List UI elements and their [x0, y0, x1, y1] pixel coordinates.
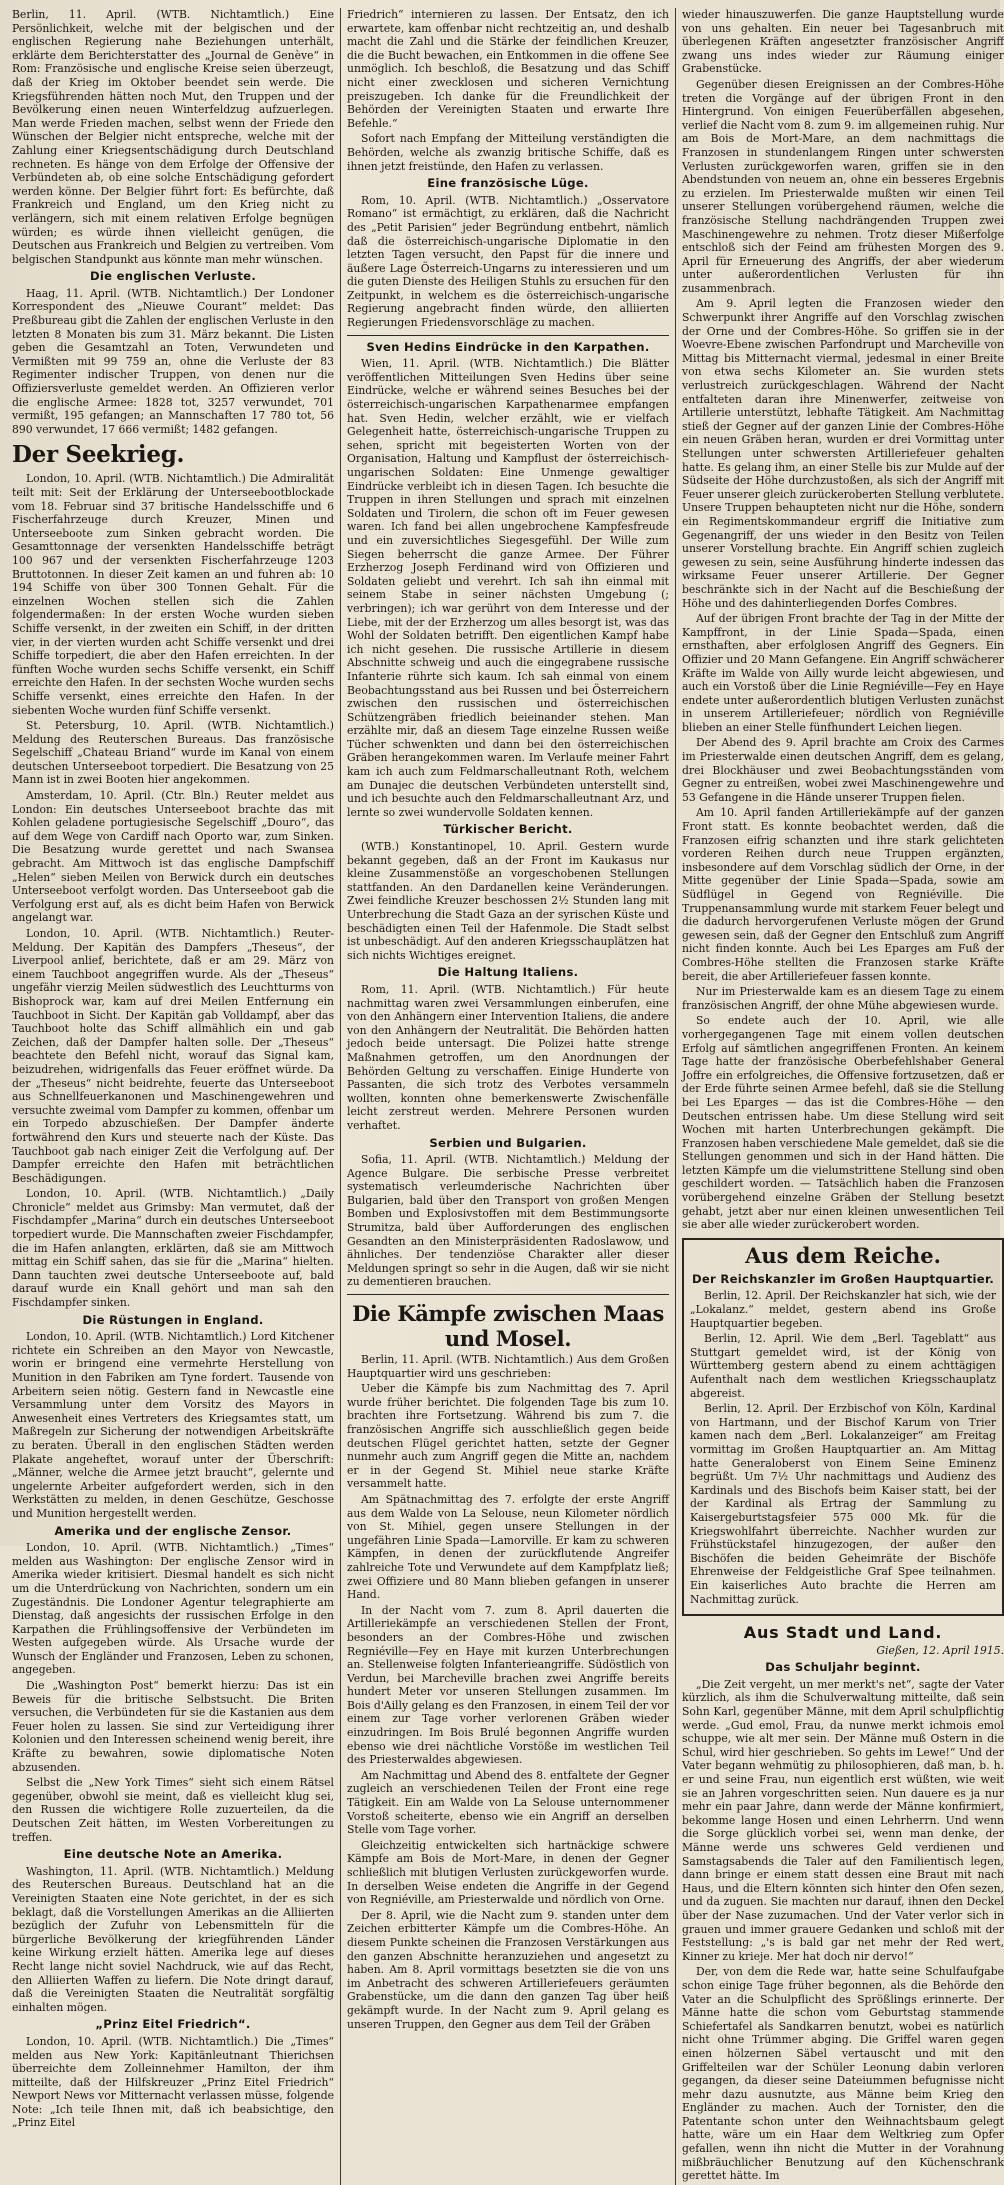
article-italy: Rom, 11. April. (WTB. Nichtamtlich.) Für heute nachmittag waren zwei Versammlungen einberufen, eine von den Anhängern einer Intervention Italiens, die andere von den Anhängern der Neutralität. Die Behörden hatten jedoch beide untersagt. Die Polizei hatte strenge Maßnahmen getroffen, um den Anordnungen der Behörden Geltung zu verschaffen. Einige Hunderte von Passanten, die sich trotz des Verbotes versammeln wollten, konnten ohne bemerkenswerte Zwischenfälle leicht zerstreut werden. Mehrere Personen wurden verhaftet. [347, 982, 669, 1132]
column-3 [682, 8, 1004, 2185]
column-2 [347, 8, 669, 2185]
article-serbia-bulgaria: Sofia, 11. April. (WTB. Nichtamtlich.) Meldung der Agence Bulgare. Die serbische Presse verbreitet systematisch verleumderische Nachrichten über Bulgarien, bald über den Transport von großen Mengen Bomben und Explosivstoffen mit dem Bestimmungsorte Strumitza, bald über Aufforderungen des englischen Gesandten an den Ministerpräsidenten Radoslawow, und ähnliches. Der tendenziöse Charakter aller dieser Meldungen springt so sehr in die Augen, daß wir sie nicht zu dementieren brauchen. [347, 1153, 669, 1289]
article-censor-2: Die „Washington Post“ bemerkt hierzu: Das ist ein Beweis für die britische Selbstsucht. Die Briten versuchen, die Verbündeten für sie die Kastanien aus dem Feuer holen zu lassen. Sie sind zur Verteidigung ihrer Kolonien und den Interessen scheinend wenig bereit, ihre Kräfte zu bewahren, sowie diplomatische Noten abzusenden. [12, 1679, 334, 1774]
heading-german-note: Eine deutsche Note an Amerika. [63, 1847, 283, 1862]
article-maas-cont-4: Auf der übrigen Front brachte der Tag in der Mitte der Kampffront, in der Linie Spada—Spada, einen ernsthaften, aber erfolglosen Angriff des Gegners. Ein Offizier und 20 Mann Gefangene. Ein Angriff schwächerer Kräfte im Walde von Ailly wurde leicht abgewiesen, und auch ein Vorstoß über die Linie Regniéville—Fey en Haye endete unter außerordentlich blutigen Verlusten zunächst in unserem Artilleriefeuer; nördlich von Regniéville blieben an einer Stelle fünfhundert Leichen liegen. [682, 612, 1004, 734]
heading-turkish-report: Türkischer Bericht. [443, 822, 573, 837]
article-maas-cont-7: Nur im Priesterwalde kam es an diesem Tage zu einem französischen Angriff, der ohne Mühe abgewiesen wurde. [682, 985, 1004, 1012]
article-kitchener: London, 10. April. (WTB. Nichtamtlich.) Lord Kitchener richtete ein Schreiben an den Mayor von Newcastle, worin er bringend eine vermehrte Herstellung von Munition in den Fabriken am Tyne fordert. Tausende von Arbeitern seien nötig. Gestern fand in Newcastle eine Versammlung unter dem Vorsitz des Mayors in Anwesenheit eines Vertreters des Kriegsamtes statt, um Maßregeln zur Sicherung der notwendigen Arbeitskräfte zu beraten. Überall in den englischen Städten werden Plakate angeheftet, worauf unter der Überschrift: „Männer, welche die Armee jetzt braucht“, gelernte und ungelernte Arbeiter aufgefordert werden, sich in den Werkstätten zu melden, in denen Geschütze, Geschosse und Munition hergestellt werden. [12, 1330, 334, 1520]
dateline-giessen: Gießen, 12. April 1915. [876, 1643, 1004, 1657]
article-maas-cont-8: So endete auch der 10. April, wie alle vorhergegangenen Tage mit einem vollen deutschen Erfolg auf sämtlichen angegriffenen Fronten. An keinem Tage hatte der französische Oberbefehlshaber General Joffre ein erfolgreiches, die Offensive fortzusetzen, daß er der Erde führte seinen Armee befehl, daß sie die Stellung bei Les Eparges — das ist die Combres-Höhe — den Deutschen entrissen habe. Um diese Stellung wird seit Wochen mit harten Unterbrechungen gekämpft. Die Franzosen haben verschiedene Male gemeldet, daß sie die Stellungen genommen und sich in der Hand hätten. Die letzten Kämpfe um die vielumstrittene Stellung sind oben geschildert worden. — Tatsächlich haben die Franzosen vorübergehend einzelne Gräben der Stellung besetzt gehabt, jetzt aber nur einen kleinen unwesentlichen Teil sie aber alle wieder zurückerobert worden. [682, 1014, 1004, 1232]
heading-sven-hedin: Sven Hedins Eindrücke in den Karpathen. [366, 339, 650, 354]
article-douro: Amsterdam, 10. April. (Ctr. Bln.) Reuter meldet aus London: Ein deutsches Unterseeboot brachte das mit Kohlen geladene portugiesische Segelschiff „Douro“, das auf dem Wege von Cardiff nach Oporto war, zum Sinken. Die Besatzung wurde gerettet und nach Swansea gebracht. Am Mittwoch ist das englische Dampfschiff „Helen“ sieben Meilen von Berwick durch ein deutsches Unterseeboot verfolgt worden. Das Unterseeboot gab die Verfolgung erst auf, als es dicht beim Hafen von Berwick angelangt war. [12, 789, 334, 925]
article-turkish-report: (WTB.) Konstantinopel, 10. April. Gestern wurde bekannt gegeben, daß an der Front im Kaukasus nur kleine Zusammenstöße an vorgeschobenen Stellungen stattfanden. An den Dardanellen keine Veränderungen. Zwei feindliche Kreuzer beschossen 2½ Stunden lang mit Unterbrechung die Stadt Gaza an der syrischen Küste und beschädigten einen Teil der Hafenmole. Die Stadt selbst ist unbeschädigt. Auf den anderen Kriegsschauplätzen hat sich nichts Wichtiges ereignet. [347, 840, 669, 962]
heading-chancellor: Der Reichskanzler im Großen Hauptquartier. [691, 1271, 995, 1286]
article-sven-hedin: Wien, 11. April. (WTB. Nichtamtlich.) Die Blätter veröffentlichen Mitteilungen Sven Hedins über seine Eindrücke, welche er während seines Besuches bei der österreichisch-ungarischen Karpathenarmee empfangen hat. Sven Hedin, welcher erzählt, wie er vielfach Gelegenheit hatte, österreichisch-ungarische Truppen zu sehen, spricht mit begeisterten Worten von der Organisation, Haltung und Kampflust der österreichisch-ungarischen Soldaten: Eine Unmenge gewaltiger Eindrücke verbleibt ich in diesen Tagen. Ich besuchte die Truppen in ihren Stellungen und sprach mit einzelnen Soldaten und Tirolern, die schon oft im Feuer gewesen waren. Ich fand bei allen ungebrochene Kampfesfreude und ein zuversichtliches Siegesgefühl. Der Wille zum Siegen beherrscht die ganze Armee. Der Führer Erzherzog Joseph Ferdinand wird von Offizieren und Soldaten geliebt und verehrt. Ich sah ihn einmal mit seinem Stabe in seiner nächsten Umgebung (; verbringen); ich war gerührt von dem Interesse und der Liebe, mit der der Erzherzog um alles besorgt ist, was das Wohl der Soldaten betrifft. Den eigentlichen Kampf habe ich nicht gesehen. Die russische Artillerie in diesem Abschnitte schweig und auch die eingegrabene russische Infanterie rührte sich kaum. Ich sah einmal von einem Beobachtungsstand aus bei Russen und bei Österreichern zwischen den russischen und österreichischen Schützengräben friedlich beieinander stehen. Man erzählte mir, daß an diesem Tage einzelne Russen weiße Tücher schwenkten und dann bei den österreichischen Gräben herangekommen waren. Im Verlaufe meiner Fahrt kam ich auch zum Feldmarschalleutnant Roth, welchem am Dunajec die deutschen Verbündeten unterstellt sind, und ich besuchte auch den Feldmarschalleutnant Arz, und lernte so zwei wundervolle Soldaten kennen. [347, 357, 669, 819]
article-chancellor: Berlin, 12. April. Der Reichskanzler hat sich, wie der „Lokalanz.“ meldet, gestern abend ins Große Hauptquartier begeben. [690, 1289, 996, 1330]
heading-english-losses: Die englischen Verluste. [89, 269, 257, 284]
article-cardinal: Berlin, 12. April. Der Erzbischof von Köln, Kardinal von Hartmann, und der Bischof Karum von Trier kamen nach dem „Berl. Lokalanzeiger“ am Freitag vormittag im Großen Hauptquartier an. Am Mittag hatte Generaloberst von Einem Seine Eminenz begrüßt. Um 7½ Uhr nachmittags und Audienz des Kardinals und des Bischofs beim Kaiser statt, bei der der Kardinal als Ertrag der Sammlung zu Kaisergeburtstagsfeier 575 000 Mk. für die Kriegswohlfahrt überreichte. Nachher wurden zur Frühstückstafel hinzugezogen, der außer den Bischöfen die beiden Geheimräte der Bischöfe Ehrenweise der Feldgeistliche Graf Spee teilnahmen. Ein kaiserliches Auto brachte die Herren am Nachmittag zurück. [690, 1402, 996, 1606]
article-peace-rumor: Berlin, 11. April. (WTB. Nichtamtlich.) Eine Persönlichkeit, welche mit der belgischen und der englischen Regierung nahe Beziehungen unterhält, erklärte dem Berichterstatter des „Journal de Genève“ in Rom: Französische und englische Kreise seien überzeugt, daß der Krieg im Oktober beendet sein werde. Die Kriegsführenden hätten noch Mut, den Truppen und der Bevölkerung einen neuen Winterfeldzug aufzuerlegen. Man werde Frieden machen, selbst wenn der Friede den Wünschen der Belgier nicht entspreche, welche mit der Zahlung einer Kriegsentschädigung durch Deutschland rechneten. Es hänge von dem Erfolge der Offensive der Verbündeten ab, ob eine solche Entschädigung gefordert werden könne. Der Belgier führt fort: Es befürchte, daß Frankreich und England, um den Krieg nicht zu verlängern, sich mit einem relativen Erfolge begnügen würden; es würde ihnen vielleicht genügen, die Deutschen aus Frankreich und Belgien zu vertreiben. Vom belgischen Standpunkt aus könnte man mehr wünschen. [12, 8, 334, 266]
article-maas-5: Gleichzeitig entwickelten sich hartnäckige schwere Kämpfe am Bois de Mort-Mare, in denen der Gegner schließlich mit blutigen Verlusten zurückgeworfen wurde. In derselben Weise endeten die Angriffe in der Gegend von Regniéville, am Priesterwalde und nördlich von Orne. [347, 1838, 669, 1907]
column-grid [12, 8, 1004, 2183]
article-school-year-2: Der, von dem die Rede war, hatte seine Schulfaufgabe schon einige Tage früher begonnen, als die Behörde den Vater an die Schulpflicht des Sprößlings erinnerte. Der Männe hatte die schon vom Geburtstag stammende Schiefertafel als Sandkarren benutzt, wobei es natürlich nicht ohne Trümmer abging. Die Griffel waren gegen einen hölzernen Säbel vertauscht und mit den Griffelteilen war der Schüler Leonung dabin verloren gegangen, da dieser seine Dateiummen befugnisse nicht mehr dazu ausnutzte, aus Männe beim Krieg den Engländer zu machen. Auch der Tornister, den die Patentante schon unter den Weihnachtsbaum gelegt hatte, wäre um ein Haar dem Weltkrieg zum Opfer gefallen, wenn ihn nicht die Mutter in der Vorahnung mißbräuchlicher Benutzung auf den Küchenschrank gerettet hätte. Im [682, 1965, 1004, 2183]
heading-stadt-und-land: Aus Stadt und Land. [743, 1623, 943, 1643]
article-maas-intro: Berlin, 11. April. (WTB. Nichtamtlich.) Aus dem Großen Hauptquartier wird uns geschrieben: [347, 1353, 669, 1380]
article-admiralty: London, 10. April. (WTB. Nichtamtlich.) Die Admiralität teilt mit: Seit der Erklärung der Unterseebootblockade vom 18. Februar sind 37 britische Handelsschiffe und 6 Fischerfahrzeuge durch Kreuzer, Minen und Unterseeboote zum Sinken gebracht worden. Die Gesamttonnage der versenkten Handelsschiffe beträgt 100 967 und der versenkten Fischerfahrzeuge 1203 Bruttotonnen. In dieser Zeit kamen an und fuhren ab: 10 194 Schiffe von über 300 Tonnen Gehalt. Für die einzelnen Wochen stellen sich die Zahlen folgendermaßen: In der ersten Woche wurden sieben Schiffe versenkt, in der zweiten ein Schiff, in der dritten vier, in der vierten wurden acht Schiffe versenkt und drei Schiffe torpediert, die aber den Hafen erreichten. In der fünften Woche wurden sechs Schiffe versenkt, ein Schiff erreichte den Hafen. In der sechsten Woche wurden sechs Schiffe versenkt, eines erreichte den Hafen. In der siebenten Woche wurden fünf Schiffe versenkt. [12, 472, 334, 717]
column-1 [12, 8, 334, 2185]
article-prinz-eitel-cont-2: Sofort nach Empfang der Mitteilung verständigten die Behörden, welche als zwanzig britische Schiffe, daß es ihnen jetzt freistünde, den Hafen zu verlassen. [347, 132, 669, 173]
heading-maas-mosel: Die Kämpfe zwischen Maas und Mosel. [352, 1301, 664, 1352]
article-maas-cont-6: Am 10. April fanden Artilleriekämpfe auf der ganzen Front statt. Es konnte beobachtet werden, daß die Franzosen eifrig schanzten und ihre stark gelichteten vorderen Reihen durch neue Truppen ergänzten, insbesondere auf dem Vorschlag südlich der Orne, in der Mitte gegenüber der Linie Spada—Spada, sowie am Südflügel in Gegend von Regniéville. Die Truppenansammlung wurde mit starkem Feuer belegt und die dadurch hervorgerufenen Verluste mögen der Grund gewesen sein, daß der Gegner den Entschluß zum Angriff nicht finden konnte. Auch bei Les Eparges am Fuß der Combres-Höhe stellten die Franzosen starke Kräfte bereit, die aber Artilleriefeuer fassen konnte. [682, 806, 1004, 983]
heading-french-lie: Eine französische Lüge. [427, 176, 589, 191]
article-maas-3: In der Nacht vom 7. zum 8. April dauerten die Artilleriekämpfe an verschiedenen Stellen der Front, besonders an der Combres-Höhe und zwischen Regniéville—Fey en Haye mit kurzen Unterbrechungen an. Stellenweise folgten Infanterieangriffe. Südöstlich von Verdun, bei Marcheville brachen zwei Angriffe bereits hundert Meter vor unseren Stellungen zusammen. Im Bois d'Ailly gelang es den Franzosen, in einem Teil der vor einem zur Tage vorher verlorenen Gräben wieder einzudringen. Im Bois Brulé begonnen Angriffe wurden ebenso wie drei nächtliche Vorstöße im westlichen Teil des Priesterwaldes abgewiesen. [347, 1603, 669, 1767]
heading-armament-england: Die Rüstungen in England. [82, 1312, 264, 1327]
article-prinz-eitel: London, 10. April. (WTB. Nichtamtlich.) Die „Times“ melden aus New York: Kapitänleutnant Thierichsen überreichte dem Zolleinnehmer Hamilton, der ihm mitteilte, daß der Hilfskreuzer „Prinz Eitel Friedrich“ Newport News vor Mitternacht verlassen müsse, folgende Note: „Ich teile Ihnen mit, daß ich beabsichtige, den „Prinz Eitel [12, 2034, 334, 2130]
heading-serbia-bulgaria: Serbien und Bulgarien. [429, 1135, 587, 1150]
article-maas-4: Am Nachmittag und Abend des 8. entfaltete der Gegner zugleich an verschiedenen Teilen der Front eine rege Tätigkeit. Ein am Walde von La Selouse unternommener Vorstoß scheiterte, ebenso wie ein Angriff an derselben Stelle vom Tage vorher. [347, 1768, 669, 1837]
article-censor-3: Selbst die „New York Times“ sieht sich einem Rätsel gegenüber, obwohl sie meint, daß es vielleicht klug sei, den Russen die wichtigere Rolle zuzuerteilen, da die Deutschen Zeit hätten, im Westen Vorbereitungen zu treffen. [12, 1776, 334, 1844]
article-maas-cont-2: Gegenüber diesen Ereignissen an der Combres-Höhe treten die Vorgänge auf der übrigen Front in den Hintergrund. Von einigen Feuerüberfällen abgesehen, verlief die Nacht vom 8. zum 9. im allgemeinen ruhig. Nur am Bois de Mort-Mare, an dem nachmittags die Franzosen in stundenlangem Ringen unter schwersten Verlusten zurückgeworfen waren, griffen sie in den Abendstunden von neuem an, ohne ein besseres Ergebnis zu erzielen. Im Priesterwalde mußten wir einen Teil unserer Stellungen vorübergehend räumen, welche die französische Stellung nachdrängenden Truppen zwei Maschinengewehre zu nehmen. Trotz dieser Mißerfolge entschloß sich der Feind am frühesten Morgen des 9. April für Erneuerung des Angriffs, der aber wiederum unter außerordentlichen Verlusten für ihn zusammenbrach. [682, 77, 1004, 295]
heading-prinz-eitel: „Prinz Eitel Friedrich“. [95, 2017, 251, 2032]
article-maas-cont-3: Am 9. April legten die Franzosen wieder den Schwerpunkt ihrer Angriffe auf den Vorschlag zwischen der Orne und der Combres-Höhe. So griffen sie in der Woevre-Ebene zwischen Parfondrupt und Marcheville von Mittag bis Mitternacht viermal, jedesmal in einer Breite von etwa sechs Kilometer an. Sie wurden stets verlustreich zurückgeschlagen. Während der Nacht entfalteten daran ihre Minenwerfer, zeitweise von Artillerie unterstützt, lebhafte Tätigkeit. Am Nachmittag stieß der Gegner auf der ganzen Linie der Combres-Höhe ein neuen Gräben heran, wurden er drei Vormittag unter Stellungen unter schwersten Artilleriefeuer gehalten hatte. Es gelang ihm, an einer Stelle bis zur Mulde auf der Südseite der Höhe durchzustoßen, als sich der Angriff mit Feuer unserer gleich zurückeroberten Stellung verblutete. Unsere Truppen behaupteten nicht nur die Höhe, sondern ein Regimentskommandeur ergriff die Initiative zum Gegenangriff, der uns wieder in den Besitz von Teilen unserer Vorstellung brachte. Ein Angriff schien zugleich gewesen zu sein, seine Ausführung hinderte indessen das wirksame Feuer unserer Artillerie. Der Gegner beschränkte sich in der Nacht auf die Beschießung der Höhe und des dahinterliegenden Dorfes Combres. [682, 297, 1004, 610]
article-chateau-briand: St. Petersburg, 10. April. (WTB. Nichtamtlich.) Meldung des Reuterschen Bureaus. Das französische Segelschiff „Chateau Briand“ wurde im Kanal von einem deutschen Unterseeboot torpediert. Die Besatzung von 25 Mann ist in zwei Booten hier angekommen. [12, 719, 334, 787]
article-maas-2: Am Spätnachmittag des 7. erfolgte der erste Angriff aus dem Walde von La Selouse, neun Kilometer nördlich von St. Mihiel, gegen unsere Stellungen in der ungefähren Linie Spada—Lamorville. Er kam zu schweren Kämpfen, in denen der zurückflutende Angreifer zahlreiche Tote und Verwundete auf dem Kampfplatz ließ; zwei Offiziere und 80 Mann blieben gefangen in unserer Hand. [347, 1492, 669, 1602]
heading-aus-dem-reiche: Aus dem Reiche. [745, 1242, 941, 1268]
article-wuerttemberg: Berlin, 12. April. Wie dem „Berl. Tageblatt“ aus Stuttgart gemeldet wird, ist der König von Württemberg gestern abend zu einem achttägigen Aufenthalt nach dem westlichen Kriegsschauplatz abgereist. [690, 1332, 996, 1400]
section-divider-2 [347, 1294, 669, 1295]
heading-america-censor: Amerika und der englische Zensor. [54, 1523, 292, 1538]
article-censor-1: London, 10. April. (WTB. Nichtamtlich.) „Times“ melden aus Washington: Der englische Zensor wird in Amerika wieder kritisiert. Diesmal handelt es sich nicht um die Unterdrückung von Nachrichten, sondern um ein Zugeständnis. Die Londoner Agentur telegraphierte am Dienstag, daß angesichts der russischen Erfolge in den Karpathen die Frühlingsoffensive der Verbündeten im Westen aufgegeben würde. Als Ursache wurde der Wunsch der Engländer und Franzosen, Leben zu schonen, angegeben. [12, 1541, 334, 1677]
heading-naval-war: Der Seekrieg. [12, 441, 185, 469]
article-theseus: London, 10. April. (WTB. Nichtamtlich.) Reuter-Meldung. Der Kapitän des Dampfers „Theseus“, der Liverpool anlief, berichtete, daß er am 29. März von einem Tauchboot angegriffen wurde. Als der „Theseus“ ungefähr vierzig Meilen südwestlich des Leuchtturms von Bishoprock war, kam auf drei Meilen Entfernung ein Tauchboot in Sicht. Der Kapitän gab Volldampf, aber das Tauchboot holte das Schiff allmählich ein und gab Zeichen, daß der Dampfer halten solle. Der „Theseus“ beachtete den Befehl nicht, worauf das Signal kam, beizudrehen, widrigenfalls das Feuer eröffnet würde. Da der „Theseus“ nicht beidrehte, feuerte das Unterseeboot aus Schnellfeuerkanonen und Maschinengewehren und versuchte zweimal vom Dampfer zu kommen, offenbar um ein Torpedo abzuschießen. Der Dampfer änderte fortwährend den Kurs und steuerte nach der Küste. Das Tauchboot gab nach einiger Zeit die Verfolgung auf. Der Dampfer erreichte den Hafen mit beträchtlichen Beschädigungen. [12, 927, 334, 1185]
article-english-losses: Haag, 11. April. (WTB. Nichtamtlich.) Der Londoner Korrespondent des „Nieuwe Courant“ meldet: Das Preßbureau gibt die Zahlen der englischen Verluste in den letzten 8 Monaten bis zum 31. März bekannt. Die Listen geben die Gesamtzahl an Toten, Verwundeten und Vermißten mit 99 759 an, ohne die Verluste der 83 Regimenter indischer Truppen, von denen nur die Offiziersverluste gemeldet werden. An Offizieren verlor die englische Armee: 1828 tot, 3257 verwundet, 701 vermißt, 195 gefangen; an Mannschaften 17 780 tot, 56 890 verwundet, 17 666 vermißt; 1482 gefangen. [12, 286, 334, 436]
article-maas-cont-5: Der Abend des 9. April brachte am Croix des Carmes im Priesterwalde einen deutschen Angriff, dem es gelang, drei Blockhäuser und zwei Beobachtungsständen vom Gegner zu entreißen, wobei zwei Maschinengewehre und 53 Gefangene in die Hände unserer Truppen fielen. [682, 736, 1004, 804]
column-rule-2 [675, 8, 676, 2185]
heading-italy: Die Haltung Italiens. [437, 965, 579, 980]
article-prinz-eitel-cont: Friedrich“ internieren zu lassen. Der Entsatz, den ich erwartete, kam offenbar nicht rechtzeitig an, und deshalb macht die Zahl und die Stärke der feindlichen Kreuzer, die die Bucht bewachen, ein Entkommen in die offene See unmöglich. Ich beschloß, die Besatzung und das Schiff nicht einer zwecklosen und sicheren Vernichtung preiszugeben. Ich danke für die Freundlichkeit der Behörden der Vereinigten Staaten und erwarte Ihre Befehle.“ [347, 8, 669, 130]
article-maas-1: Ueber die Kämpfe bis zum Nachmittag des 7. April wurde früher berichtet. Die folgenden Tage bis zum 10. brachten ihre Fortsetzung. Während bis zum 7. die französischen Angriffe sich ausschließlich gegen beide deutschen Flügel gerichtet hatten, setzte der Gegner nunmehr auch zum Angriff gegen die Mitte an, nachdem er in der Gegend St. Mihiel neue starke Kräfte versammelt hatte. [347, 1382, 669, 1491]
heading-school-year: Das Schuljahr beginnt. [765, 1660, 921, 1675]
article-french-lie: Rom, 10. April. (WTB. Nichtamtlich.) „Osservatore Romano“ ist ermächtigt, zu erklären, daß die Nachricht des „Petit Parisien“ jeder Begründung entbehrt, nämlich daß die österreichisch-ungarische Diplomatie in den letzten Tagen versucht, den Papst für die innere und äußere Lage Österreich-Ungarns zu interessieren und um die guten Dienste des Heiligen Stuhls zu ersuchen für den Zeitpunkt, in welchem es die österreichisch-ungarische Regierung angebracht finden würde, den alliierten Regierungen Friedensvorschläge zu machen. [347, 193, 669, 330]
column-rule-1 [340, 8, 341, 2185]
section-divider [347, 335, 669, 336]
article-maas-6: Der 8. April, wie die Nacht zum 9. standen unter dem Zeichen erbitterter Kämpfe um die Combres-Höhe. An diesem Punkte scheinen die Franzosen Verstärkungen aus den ganzen Abschnitte heranzuziehen und angesetzt zu haben. Am 8. April vormittags besetzten sie die von uns im Anbetracht des schweren Artilleriefeuers geräumten Grabenstücke, um die dann den ganzen Tag über heiß gekämpft wurde. In der Nacht zum 9. April gelang es unseren Truppen, den Gegner aus dem Teil der Gräben [347, 1908, 669, 2031]
article-marina: London, 10. April. (WTB. Nichtamtlich.) „Daily Chronicle“ meldet aus Grimsby: Man vermutet, daß der Fischdampfer „Marina“ durch ein deutsches Unterseeboot torpediert wurde. Die Mannschaften zweier Fischdampfer, die im Hafen anlangten, erklärten, daß sie am Mittwoch mittag ein Schiff sahen, das sie für die „Marina“ hielten. Dann tauchten zwei deutsche Unterseeboote auf, bald darauf wurde ein Knall gehört und man sah den Fischdampfer sinken. [12, 1187, 334, 1310]
article-german-note: Washington, 11. April. (WTB. Nichtamtlich.) Meldung des Reuterschen Bureaus. Deutschland hat an die Vereinigten Staaten eine Note gerichtet, in der es sich beklagt, daß die Vorstellungen Amerikas an die Alliierten bezüglich der Zufuhr von Lebensmitteln für die bürgerliche Bevölkerung der kriegführenden Länder keine Wirkung erzielt hätten. Amerika lege auf dieses Recht lange nicht soviel Nachdruck, wie auf das Recht, den Alliierten Waffen zu liefern. Die Note dringt darauf, daß die Vereinigten Staaten die Neutralität sorgfältig einhalten mögen. [12, 1864, 334, 2014]
article-school-year-1: „Die Zeit vergeht, un mer merkt's net“, sagte der Vater kürzlich, als ihm die Schulverwaltung mitteilte, daß sein Sohn Karl, gegenüber Männe, mit dem April schulpflichtig werde. „Gud emol, Frau, da nunwe merkt ichmois emol schuppe, wie alt mer sein. Der Männe muß Ostern in die Schul, wird hier geschrieben. So gehts im Lewe!“ Und der Vater begann wehmütig zu philosophieren, daß man, b. h. er und seine Frau, nun eigentlich erst wüßten, wie weit sie an Jahren vorgeschritten seien. Nun dauere es ja nur mehr ein paar Jahre, dann werde der Männe konfirmiert, bekomme lange Hosen und einen Lehrherrn. Und wenn die Sorge glücklich vorbei sei, wenn man denke, der Männe werde uns schweres Geld verdienen und Samstagsabends die Taler auf den Familientisch legen, dann bringe er einem statt dessen eine Braut mit nach Haus, und die Eltern könnten sich hinter den Ofen sezen, und da zuguen. Sie machten nur darauf, ihnen den Deckel über der Nase zuzumachen. Und der Vater verlor sich in grauen und immer grauere Gedanken und schloß mit der Feststellung: „'s is bald gar net mehr der Red wert, Kinner zu krieje. Mer hat doch nir dervo!“ [682, 1677, 1004, 1963]
article-maas-cont-1: wieder hinauszuwerfen. Die ganze Hauptstellung wurde von uns gehalten. Ein neuer bei Tagesanbruch mit überlegenen Kräften angesetzter französischer Angriff zwang uns indes wieder zur Räumung einiger Grabenstücke. [682, 8, 1004, 76]
box-aus-dem-reiche [682, 1238, 1004, 1616]
